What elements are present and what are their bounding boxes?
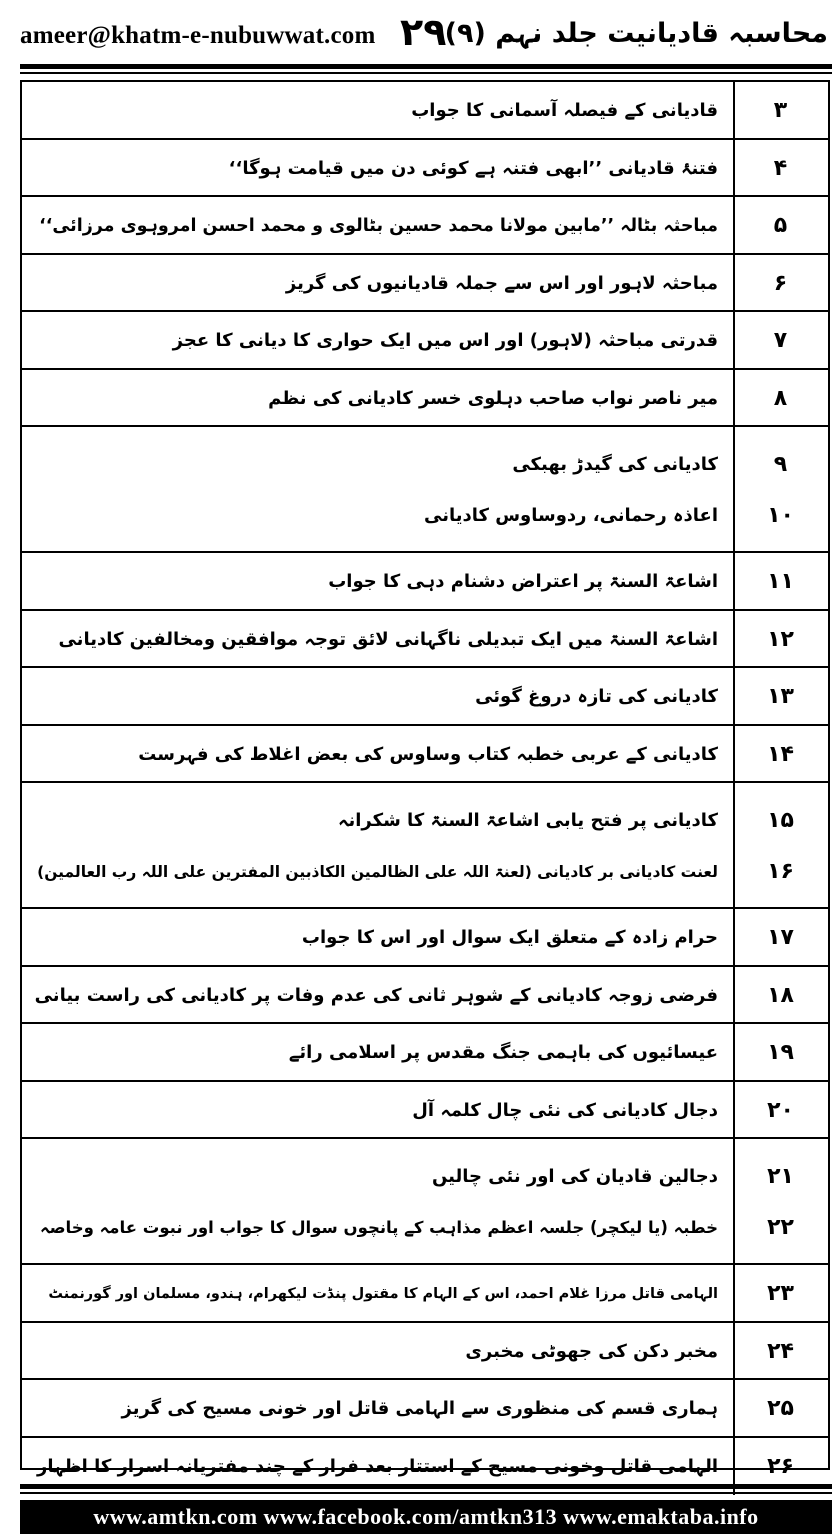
toc-entry-number: ۲۵ (767, 1396, 794, 1422)
toc-entry-title: دجالین قادیان کی اور نئی چالیں (431, 1166, 718, 1187)
toc-entry-title: کادیانی کی گیدڑ بھبکی (512, 454, 718, 475)
footer-links: www.amtkn.com www.facebook.com/amtkn313 www.emaktaba.info (20, 1500, 832, 1534)
toc-row (22, 553, 828, 611)
toc-row (22, 909, 828, 967)
toc-entry[interactable] (22, 82, 828, 140)
toc-entry[interactable] (22, 1323, 828, 1381)
toc-entry[interactable] (22, 255, 828, 313)
toc-entry-title: الہامی قاتل مرزا غلام احمد، اس کے الہام کا مقتول پنڈت لیکھرام، ہندو، مسلمان اور گورنمنٹ (48, 1285, 718, 1302)
toc-entry-title: خطبہ (یا لیکچر) جلسہ اعظم مذاہب کے پانچوں سوال کا جواب اور نبوت عامہ وخاصہ (39, 1218, 718, 1237)
toc-entry-title: مباحثہ بٹالہ ’’مابین مولانا محمد حسین بٹالوی و محمد احسن امروہوی مرزائی‘‘ (39, 215, 718, 236)
toc-entry-title: فرضی زوجہ کادیانی کے شوہر ثانی کی عدم وفات پر کادیانی کی راست بیانی (34, 984, 718, 1006)
toc-entry-title: کادیانی کے عربی خطبہ کتاب وساوس کی بعض اغلاط کی فہرست (138, 743, 718, 765)
header-rule-thin (20, 72, 832, 74)
toc-entry[interactable] (22, 439, 828, 490)
toc-entry[interactable] (22, 1082, 828, 1140)
toc-row (22, 1082, 828, 1140)
toc-row (22, 1323, 828, 1381)
toc-row (22, 370, 828, 428)
toc-entry-number: ۴ (773, 155, 788, 181)
toc-entry-title: کادیانی پر فتح یابی اشاعۃ السنۃ کا شکرانہ (337, 810, 718, 831)
toc-row (22, 726, 828, 784)
toc-row (22, 82, 828, 140)
toc-entry-number: ۲۲ (767, 1215, 794, 1240)
toc-entry-title: عیسائیوں کی باہمی جنگ مقدس پر اسلامی رائے (288, 1042, 718, 1064)
toc-entry-number: ۳ (773, 98, 788, 124)
toc-row (22, 668, 828, 726)
footer-rule-thick (20, 1484, 832, 1489)
toc-entry[interactable] (22, 909, 828, 967)
toc-entry-number: ۲۰ (767, 1097, 794, 1123)
toc-entry-number: ۱۹ (767, 1040, 794, 1066)
toc-entry-number: ۱۰ (767, 503, 794, 528)
toc-entry-title: ہماری قسم کی منظوری سے الہامی قاتل اور خونی مسیح کی گریز (121, 1398, 718, 1420)
toc-entry-number: ۱۴ (767, 741, 794, 767)
toc-entry[interactable] (22, 1265, 828, 1323)
toc-entry-number: ۹ (773, 452, 788, 477)
toc-row (22, 197, 828, 255)
toc-entry[interactable] (22, 967, 828, 1025)
toc-entry[interactable] (22, 1151, 828, 1202)
toc-entry[interactable] (22, 197, 828, 255)
header-rule-thick (20, 64, 832, 69)
toc-row (22, 967, 828, 1025)
toc-entry-number: ۸ (773, 385, 788, 411)
footer-rule-thin (20, 1492, 832, 1494)
toc-entry-title: اشاعۃ السنۃ پر اعتراض دشنام دہی کا جواب (328, 571, 718, 593)
toc-entry[interactable] (22, 795, 828, 846)
toc-entry[interactable] (22, 611, 828, 669)
toc-entry[interactable] (22, 1024, 828, 1082)
toc-entry[interactable] (22, 1380, 828, 1438)
toc-entry[interactable] (22, 553, 828, 611)
toc-entry-title: حرام زادہ کے متعلق ایک سوال اور اس کا جواب (301, 927, 718, 949)
toc-entry[interactable] (22, 1202, 828, 1253)
toc-row (22, 1139, 828, 1265)
toc-entry-title: دجال کادیانی کی نئی چال کلمہ آل (412, 1099, 718, 1121)
toc-row (22, 1380, 828, 1438)
toc-entry-title: مخبر دکن کی جھوٹی مخبری (465, 1340, 718, 1362)
toc-entry-title: فتنۂ قادیانی ’’ابھی فتنہ ہے کوئی دن میں قیامت ہوگا‘‘ (228, 157, 718, 179)
toc-entry[interactable] (22, 668, 828, 726)
page-number: ۲۹ (400, 10, 447, 54)
toc-entry[interactable] (22, 726, 828, 784)
toc-entry-title: اعاذہ رحمانی، ردوساوس کادیانی (423, 505, 718, 526)
toc-row (22, 1024, 828, 1082)
toc-entry[interactable] (22, 140, 828, 198)
book-title: محاسبہ قادیانیت جلد نہم (۹) (444, 18, 828, 49)
toc-entry-title: الہامی قاتل وخونی مسیح کے استتار بعد فرار کے چند مفتریانہ اسرار کا اظہار (37, 1455, 718, 1477)
toc-entry-number: ۱۸ (767, 982, 794, 1008)
toc-entry-number: ۷ (773, 328, 788, 354)
toc-table (20, 80, 830, 1479)
toc-entry[interactable] (22, 846, 828, 897)
toc-entry-number: ۱۱ (767, 569, 794, 595)
toc-entry-number: ۶ (773, 270, 788, 296)
toc-row (22, 312, 828, 370)
toc-row (22, 611, 828, 669)
toc-entry[interactable] (22, 490, 828, 541)
page-header (0, 0, 840, 70)
toc-entry-number: ۱۵ (767, 808, 794, 833)
toc-entry-title: کادیانی کی تازہ دروغ گوئی (475, 686, 718, 708)
toc-row (22, 255, 828, 313)
toc-row (22, 1265, 828, 1323)
toc-entry-title: مباحثہ لاہور اور اس سے جملہ قادیانیوں کی گریز (285, 272, 718, 294)
toc-entry[interactable] (22, 312, 828, 370)
toc-entry-number: ۲۴ (767, 1338, 794, 1364)
toc-entry-number: ۱۳ (767, 684, 794, 710)
toc-entry-number: ۱۷ (767, 925, 794, 951)
toc-entry-number: ۵ (773, 213, 788, 239)
toc-entry-title: میر ناصر نواب صاحب دہلوی خسر کادیانی کی نظم (268, 387, 718, 409)
toc-entry-title: قدرتی مباحثہ (لاہور) اور اس میں ایک حواری کا دیانی کا عجز (172, 330, 718, 352)
toc-entry-number: ۲۱ (767, 1164, 794, 1189)
toc-entry-title: قادیانی کے فیصلہ آسمانی کا جواب (411, 100, 718, 122)
toc-row (22, 427, 828, 553)
toc-entry[interactable] (22, 370, 828, 428)
toc-entry-title: لعنت کادیانی بر کادیانی (لعنۃ اللہ علی الظالمین الکاذبین المفترین علی اللہ رب العالمین) (37, 862, 718, 881)
header-email: ameer@khatm-e-nubuwwat.com (20, 22, 376, 49)
toc-entry-title: اشاعۃ السنۃ میں ایک تبدیلی ناگہانی لائق توجہ موافقین ومخالفین کادیانی (58, 628, 718, 650)
toc-row (22, 140, 828, 198)
toc-row (22, 783, 828, 909)
toc-entry-number: ۲۶ (767, 1453, 794, 1479)
toc-entry-number: ۱۶ (767, 859, 794, 884)
toc-entry-number: ۱۲ (767, 626, 794, 652)
toc-entry-number: ۲۳ (767, 1281, 794, 1307)
